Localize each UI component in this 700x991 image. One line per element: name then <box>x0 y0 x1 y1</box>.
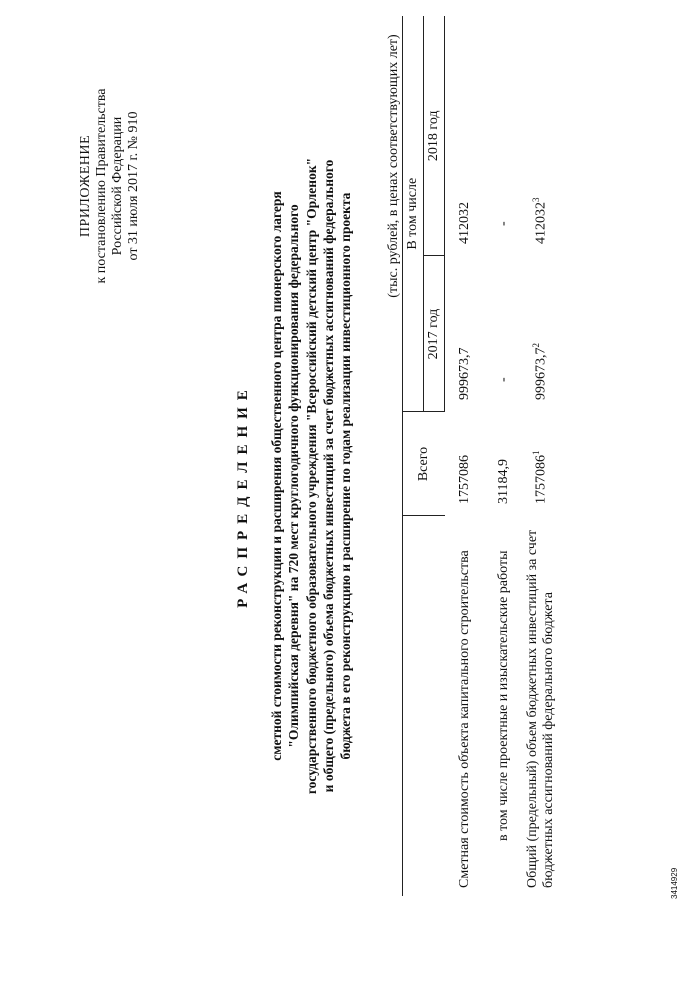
document-number: 3414929 <box>670 867 679 899</box>
row-label: Сметная стоимость объекта капитального строительства <box>456 550 472 888</box>
appendix-title: ПРИЛОЖЕНИЕ <box>78 134 93 238</box>
footnote-mark: 2 <box>531 343 542 348</box>
units-note: (тыс. рублей, в ценах соответствующих лет) <box>386 34 401 298</box>
decree-line-1: к постановлению Правительства <box>94 88 109 284</box>
subtitle-line: "Олимпийская деревня" на 720 мест круглогодичного функционирования федерального <box>286 204 302 748</box>
header-total: Всего <box>403 412 445 516</box>
distribution-table <box>402 16 559 896</box>
cell-total: 31184,9 <box>495 459 511 504</box>
subtitle-line: государственного бюджетного образовательного учреждения "Всероссийский детский центр "Орленок" <box>303 157 319 795</box>
table-row <box>485 16 522 896</box>
cell-value: 1757086 <box>533 455 549 504</box>
subtitle-line: и общего (предельного) объема бюджетных инвестиций за счет бюджетных ассигнований федерального <box>320 159 336 793</box>
cell-total: 1757086 <box>456 455 472 504</box>
table-header-row <box>403 16 424 896</box>
subtitle-line: бюджета в его реконструкцию и расширение по годам реализации инвестиционного проекта <box>338 192 354 760</box>
row-label-line: Общий (предельный) объем бюджетных инвестиций за счет <box>524 529 540 888</box>
cell-2017: 999673,7 <box>457 347 472 400</box>
cell-2018 <box>522 16 559 256</box>
header-including: В том числе <box>403 16 424 412</box>
footnote-mark: 1 <box>531 450 542 455</box>
header-2018: 2018 год <box>424 16 445 256</box>
row-label <box>522 516 559 896</box>
footnote-mark: 3 <box>531 197 542 202</box>
cell-value: 412032 <box>533 202 549 244</box>
decree-line-2: Российской Федерации <box>110 116 125 256</box>
cell-value: 999673,7 <box>533 347 549 400</box>
appendix-header <box>78 51 142 321</box>
row-label: в том числе проектные и изыскательские работы <box>495 550 511 841</box>
cell-2017 <box>522 256 559 412</box>
cell-2018: - <box>495 221 511 226</box>
cell-2018: 412032 <box>457 202 472 244</box>
decree-line-3: от 31 июля 2017 г. № 910 <box>126 111 141 261</box>
cell-total <box>522 412 559 516</box>
header-2017: 2017 год <box>424 256 445 412</box>
table-row <box>522 16 559 896</box>
subtitle-line: сметной стоимости реконструкции и расширения общественного центра пионерского лагеря <box>269 191 284 761</box>
row-label-line: бюджетных ассигнований федерального бюджета <box>540 592 556 888</box>
table-row <box>445 16 486 896</box>
document-title: РАСПРЕДЕЛЕНИЕ <box>235 383 251 608</box>
cell-2017: - <box>495 377 511 382</box>
document-subtitle <box>268 111 354 841</box>
